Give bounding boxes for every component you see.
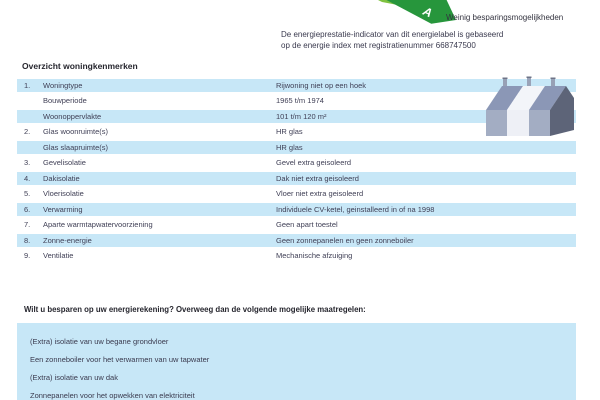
row-value: Mechanische afzuiging (276, 251, 353, 260)
savings-title: Wilt u besparen op uw energierekening? Overweeg dan de volgende mogelijke maatregelen: (24, 305, 366, 314)
table-row (17, 156, 576, 169)
measure-item: (Extra) isolatie van uw begane grondvloer (30, 337, 169, 346)
overview-title: Overzicht woningkenmerken (22, 61, 138, 71)
row-number: 4. (24, 173, 31, 183)
row-value: 101 t/m 120 m² (276, 111, 327, 121)
row-value: HR glas (276, 142, 303, 152)
table-row (17, 218, 576, 231)
label-description (281, 29, 503, 51)
row-label: Zonne-energie (43, 235, 92, 245)
row-value: Rijwoning niet op een hoek (276, 80, 367, 90)
savings-potential-caption: Weinig besparingsmogelijkheden (446, 13, 564, 22)
row-value: Vloer niet extra geisoleerd (276, 189, 364, 198)
row-value: Geen zonnepanelen en geen zonneboiler (276, 235, 414, 245)
row-label: Bouwperiode (43, 96, 87, 105)
table-row (17, 141, 576, 154)
row-value: Geen apart toestel (276, 220, 338, 229)
table-row (17, 172, 576, 185)
row-label: Dakisolatie (43, 173, 80, 183)
row-label: Gevelisolatie (43, 158, 86, 167)
row-label: Verwarming (43, 204, 83, 214)
row-number: 5. (24, 189, 31, 198)
measure-item: Een zonneboiler voor het verwarmen van uw tapwater (30, 355, 210, 364)
row-value: Dak niet extra geisoleerd (276, 173, 359, 183)
table-row (17, 203, 576, 216)
measure-item: Zonnepanelen voor het opwekken van elektriciteit (30, 391, 195, 400)
row-number: 1. (24, 80, 31, 90)
table-row (17, 249, 576, 262)
row-label: Glas slaapruimte(s) (43, 142, 109, 152)
row-number: 9. (24, 251, 31, 260)
table-row (17, 187, 576, 200)
row-number: 2. (24, 127, 31, 136)
measure-item: (Extra) isolatie van uw dak (30, 373, 118, 382)
row-label: Woonoppervlakte (43, 111, 102, 121)
table-row (17, 234, 576, 247)
row-number: 3. (24, 158, 31, 167)
row-label: Ventilatie (43, 251, 74, 260)
row-value: Individuele CV-ketel, geinstalleerd in of na 1998 (276, 204, 435, 214)
row-number: 8. (24, 235, 31, 245)
row-value: HR glas (276, 127, 303, 136)
row-label: Glas woonruimte(s) (43, 127, 109, 136)
energy-class-letter: A (420, 3, 435, 21)
row-value: 1965 t/m 1974 (276, 96, 324, 105)
row-house-illustration (478, 74, 578, 142)
label-description-line2: op de energie index met registratienummer 668747500 (281, 41, 476, 50)
row-label: Aparte warmtapwatervoorziening (43, 220, 153, 229)
row-value: Gevel extra geisoleerd (276, 158, 352, 167)
row-number: 7. (24, 220, 31, 229)
savings-measures-box (17, 323, 576, 400)
row-label: Woningtype (43, 80, 83, 90)
row-number: 6. (24, 204, 31, 214)
label-description-line1: De energieprestatie-indicator van dit energielabel is gebaseerd (281, 30, 504, 39)
row-label: Vloerisolatie (43, 189, 84, 198)
